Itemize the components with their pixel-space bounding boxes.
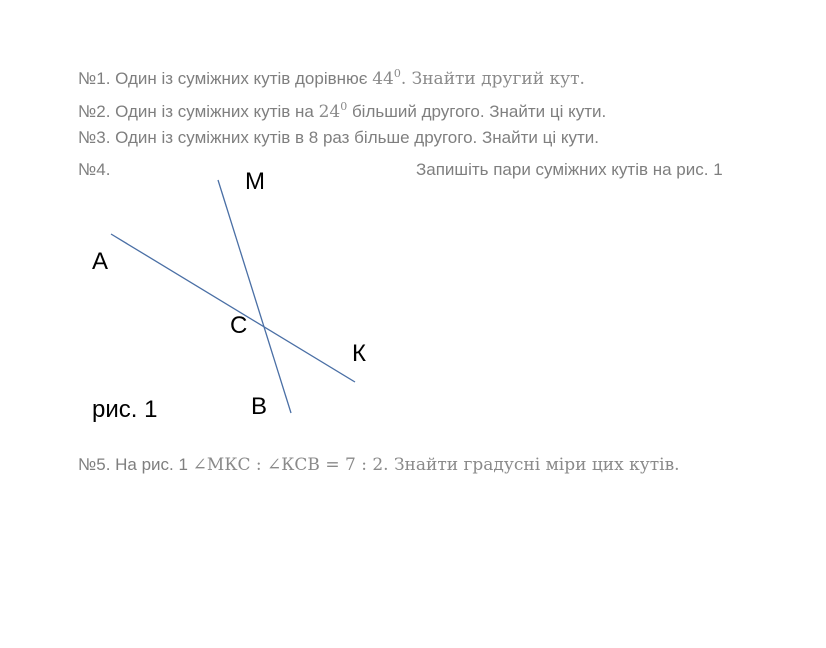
point-label-a: A — [92, 248, 109, 275]
problem-3-text: №3. Один із суміжних кутів в 8 раз більше другого. Знайти ці кути. — [78, 128, 599, 147]
problem-5 — [78, 454, 680, 476]
point-label-b: В — [251, 393, 268, 420]
point-label-k: К — [352, 340, 366, 367]
point-label-m: M — [245, 168, 265, 195]
problem-2-text: №2. Один із суміжних кутів на — [78, 102, 319, 121]
line-mb — [218, 180, 291, 413]
point-label-c: C — [230, 312, 248, 339]
problem-4-label: №4. — [78, 160, 111, 179]
problem-5-math: ∠МКС : ∠КСВ = 7 : 2. Знайти градусні міри цих кутів. — [192, 455, 680, 475]
line-ak — [111, 234, 355, 382]
figure-caption: рис. 1 — [92, 396, 158, 423]
problem-2-rest: більший другого. Знайти ці кути. — [347, 102, 607, 121]
problem-1-rest: . Знайти другий кут. — [400, 69, 585, 89]
problem-1-text: №1. Один із суміжних кутів дорівнює — [78, 69, 373, 88]
problem-4-task: Запишіть пари суміжних кутів на рис. 1 — [416, 160, 723, 179]
problem-2-value: $24^0$ — [318, 100, 348, 122]
problem-1-value: $44^0$ — [372, 67, 401, 89]
problem-5-text: №5. На рис. 1 — [78, 455, 193, 474]
